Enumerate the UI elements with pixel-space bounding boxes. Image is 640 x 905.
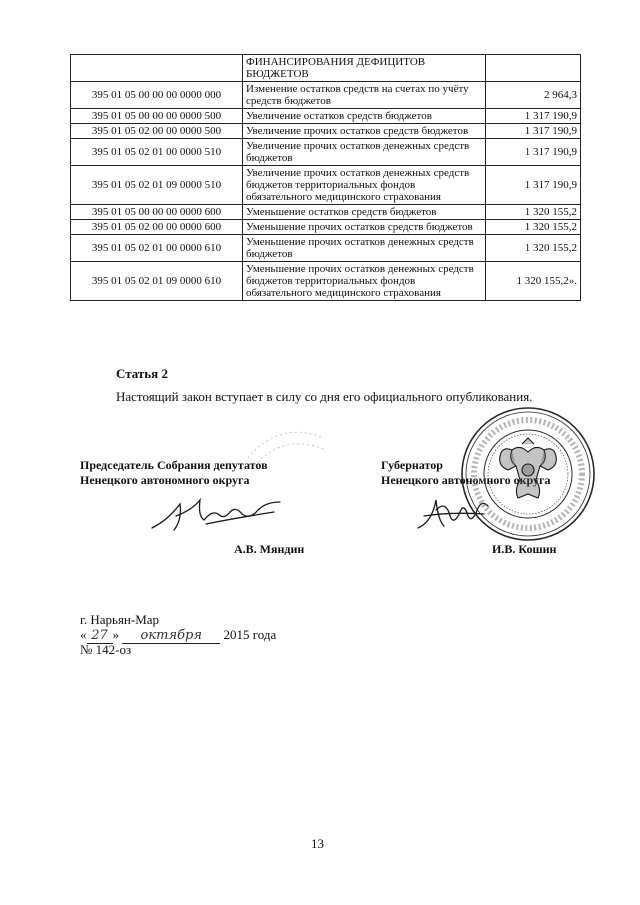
table-row (71, 235, 581, 262)
table-row (71, 139, 581, 166)
row-name: Уменьшение остатков средств бюджетов (243, 205, 486, 220)
faint-stamp-mark (240, 418, 330, 474)
row-name: Увеличение остатков средств бюджетов (243, 109, 486, 124)
table-row (71, 124, 581, 139)
chairman-name: А.В. Мяндин (234, 542, 305, 556)
article-title: Статья 2 (116, 366, 168, 381)
table-row (71, 205, 581, 220)
place: г. Нарьян-Мар (80, 612, 160, 627)
row-amount: 1 317 190,9 (486, 139, 581, 166)
row-name: Увеличение прочих остатков средств бюджетов (243, 124, 486, 139)
row-name: ФИНАНСИРОВАНИЯ ДЕФИЦИТОВ БЮДЖЕТОВ (243, 55, 486, 82)
governor-name: И.В. Кошин (492, 542, 557, 556)
chairman-title-line2: Ненецкого автономного округа (80, 473, 250, 487)
chairman-signature (146, 490, 296, 538)
row-amount: 1 320 155,2 (486, 220, 581, 235)
table-row (71, 82, 581, 109)
row-amount: 2 964,3 (486, 82, 581, 109)
table-body (71, 55, 581, 301)
row-amount: 1 317 190,9 (486, 109, 581, 124)
row-amount: 1 320 155,2». (486, 262, 581, 301)
page-number: 13 (311, 836, 324, 851)
row-code: 395 01 05 00 00 00 0000 000 (71, 82, 243, 109)
row-code: 395 01 05 00 00 00 0000 600 (71, 205, 243, 220)
official-seal (458, 404, 598, 544)
row-name: Уменьшение прочих остатков средств бюджетов (243, 220, 486, 235)
law-number: № 142-оз (80, 642, 132, 657)
article-text: Настоящий закон вступает в силу со дня его официального опубликования. (116, 389, 533, 404)
row-name: Изменение остатков средств на счетах по учёту средств бюджетов (243, 82, 486, 109)
row-amount (486, 55, 581, 82)
row-code: 395 01 05 02 01 00 0000 610 (71, 235, 243, 262)
table-row (71, 220, 581, 235)
row-code: 395 01 05 02 01 09 0000 510 (71, 166, 243, 205)
row-amount: 1 317 190,9 (486, 166, 581, 205)
table-row (71, 109, 581, 124)
row-code: 395 01 05 00 00 00 0000 500 (71, 109, 243, 124)
row-name: Увеличение прочих остатков денежных средств бюджетов территориальных фондов обязательного медицинского страхования (243, 166, 486, 205)
row-amount: 1 320 155,2 (486, 235, 581, 262)
table-row (71, 262, 581, 301)
governor-title-line1: Губернатор (381, 458, 443, 472)
row-name: Уменьшение прочих остатков денежных средств бюджетов (243, 235, 486, 262)
date-year: 2015 года (223, 627, 277, 642)
row-code: 395 01 05 02 01 09 0000 610 (71, 262, 243, 301)
row-code: 395 01 05 02 00 00 0000 600 (71, 220, 243, 235)
budget-sources-table (70, 54, 581, 301)
governor-title-line2: Ненецкого автономного округа (381, 473, 551, 487)
row-name: Увеличение прочих остатков денежных средств бюджетов (243, 139, 486, 166)
date-month: октября (122, 628, 220, 644)
date-close-quote: » (112, 627, 119, 642)
table-row (71, 55, 581, 82)
row-code: 395 01 05 02 01 00 0000 510 (71, 139, 243, 166)
date-day: 27 (87, 628, 113, 644)
chairman-title-line1: Председатель Собрания депутатов (80, 458, 268, 472)
row-amount: 1 317 190,9 (486, 124, 581, 139)
date-open-quote: « (80, 627, 87, 642)
row-code (71, 55, 243, 82)
row-name: Уменьшение прочих остатков денежных средств бюджетов территориальных фондов обязательного медицинского страхования (243, 262, 486, 301)
table-row (71, 166, 581, 205)
row-code: 395 01 05 02 00 00 0000 500 (71, 124, 243, 139)
row-amount: 1 320 155,2 (486, 205, 581, 220)
